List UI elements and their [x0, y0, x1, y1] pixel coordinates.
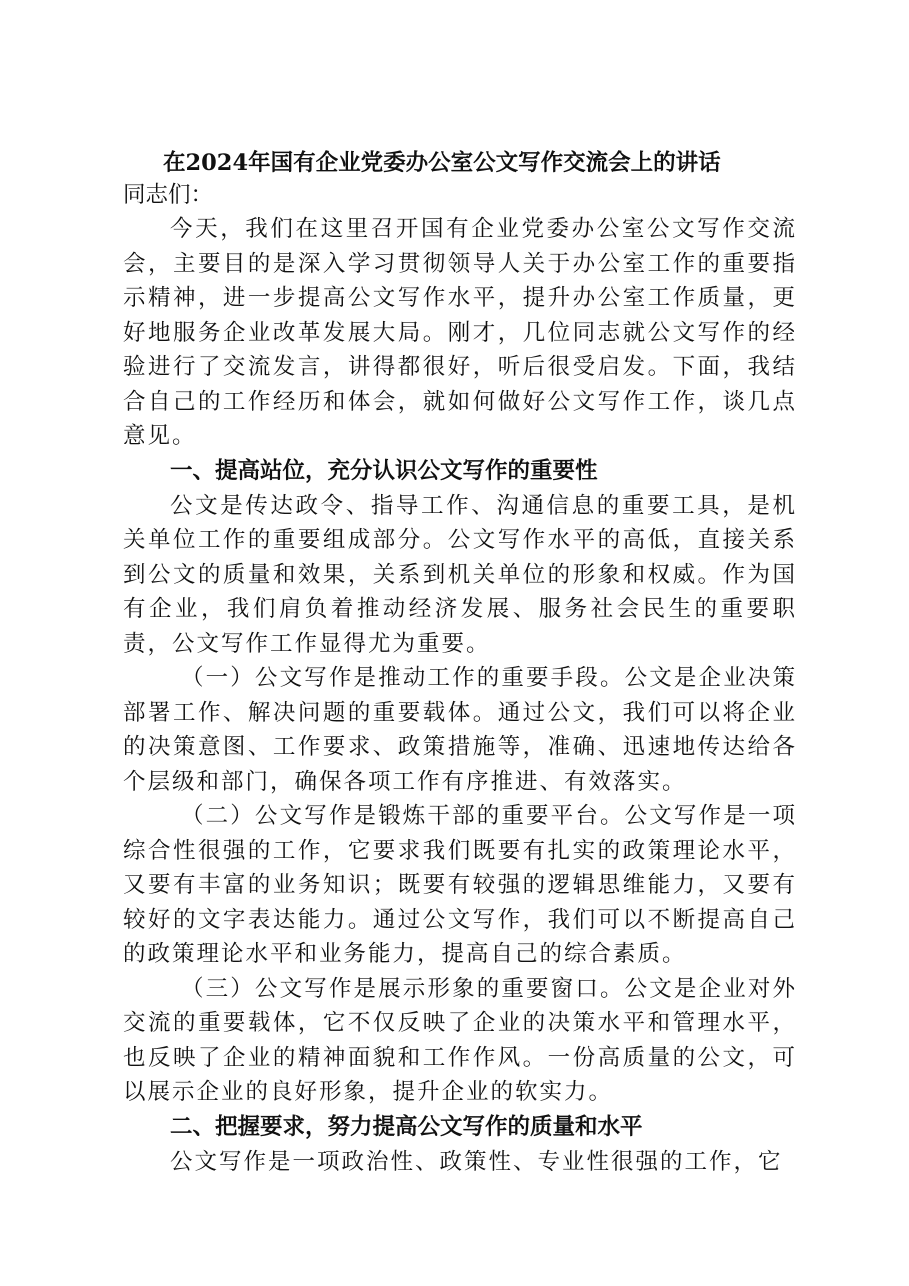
salutation: 同志们： [123, 182, 214, 208]
section-1-point-3: （三）公文写作是展示形象的重要窗口。公文是企业对外交流的重要载体，它不仅反映了企业的决策水平和管理水平，也反映了企业的精神面貌和工作作风。一份高质量的公文，可以展示企业的良好形象，提升企业的软实力。 [123, 975, 797, 1105]
section-1-heading: 一、提高站位，充分认识公文写作的重要性 [170, 457, 598, 484]
document-page [123, 148, 797, 1179]
intro-paragraph: 今天，我们在这里召开国有企业党委办公室公文写作交流会，主要目的是深入学习贯彻领导人关于办公室工作的重要指示精神，进一步提高公文写作水平，提升办公室工作质量，更好地服务企业改革发展大局。刚才，几位同志就公文写作的经验进行了交流发言，讲得都很好，听后很受启发。下面，我结合自己的工作经历和体会，就如何做好公文写作工作，谈几点意见。 [123, 216, 797, 449]
section-1-point-1: （一）公文写作是推动工作的重要手段。公文是企业决策部署工作、解决问题的重要载体。通过公文，我们可以将企业的决策意图、工作要求、政策措施等，准确、迅速地传达给各个层级和部门，确保各项工作有序推进、有效落实。 [123, 665, 797, 795]
section-2-heading: 二、把握要求，努力提高公文写作的质量和水平 [170, 1113, 643, 1140]
section-2-body: 公文写作是一项政治性、政策性、专业性很强的工作，它 [170, 1148, 783, 1175]
section-1-point-2: （二）公文写作是锻炼干部的重要平台。公文写作是一项综合性很强的工作，它要求我们既要有扎实的政策理论水平，又要有丰富的业务知识；既要有较强的逻辑思维能力，又要有较好的文字表达能力。通过公文写作，我们可以不断提高自己的政策理论水平和业务能力，提高自己的综合素质。 [123, 803, 797, 967]
document-title: 在2024年国有企业党委办公室公文写作交流会上的讲话 [163, 150, 721, 176]
section-1-body: 公文是传达政令、指导工作、沟通信息的重要工具，是机关单位工作的重要组成部分。公文写作水平的高低，直接关系到公文的质量和效果，关系到机关单位的形象和权威。作为国有企业，我们肩负着推动经济发展、服务社会民生的重要职责，公文写作工作显得尤为重要。 [123, 492, 797, 657]
